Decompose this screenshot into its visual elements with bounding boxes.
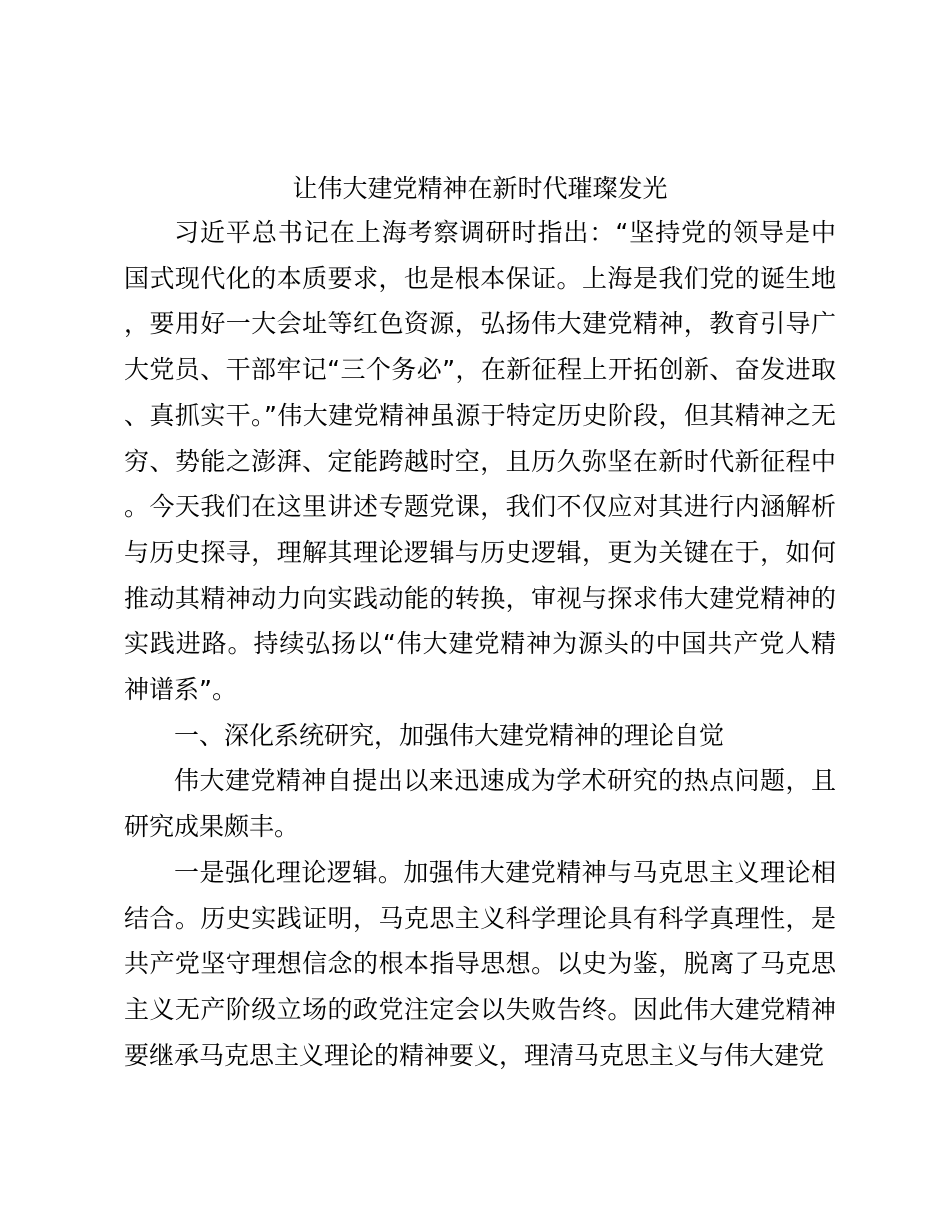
paragraph-theory-logic: 一是强化理论逻辑。加强伟大建党精神与马克思主义理论相结合。历史实践证明，马克思主义科学理论具有科学真理性，是共产党坚守理想信念的根本指导思想。以史为鉴，脱离了马克思主义无产阶级立场的政党注定会以失败告终。因此伟大建党精神要继承马克思主义理论的精神要义，理清马克思主义与伟大建党 — [124, 857, 836, 1070]
section-heading-1: 一、深化系统研究，加强伟大建党精神的理论自觉 — [174, 720, 725, 750]
document-title: 让伟大建党精神在新时代璀璨发光 — [292, 174, 668, 203]
paragraph-research: 伟大建党精神自提出以来迅速成为学术研究的热点问题，且研究成果颇丰。 — [124, 766, 836, 842]
document-page — [124, 168, 836, 1078]
paragraph-intro: 习近平总书记在上海考察调研时指出：“坚持党的领导是中国式现代化的本质要求，也是根本保证。上海是我们党的诞生地，要用好一大会址等红色资源，弘扬伟大建党精神，教育引导广大党员、干部牢记“三个务必”，在新征程上开拓创新、奋发进取、真抓实干。”伟大建党精神虽源于特定历史阶段，但其精神之无穷、势能之澎湃、定能跨越时空，且历久弥坚在新时代新征程中。今天我们在这里讲述专题党课，我们不仅应对其进行内涵解析与历史探寻，理解其理论逻辑与历史逻辑，更为关键在于，如何推动其精神动力向实践动能的转换，审视与探求伟大建党精神的实践进路。持续弘扬以“伟大建党精神为源头的中国共产党人精神谱系”。 — [124, 218, 836, 705]
